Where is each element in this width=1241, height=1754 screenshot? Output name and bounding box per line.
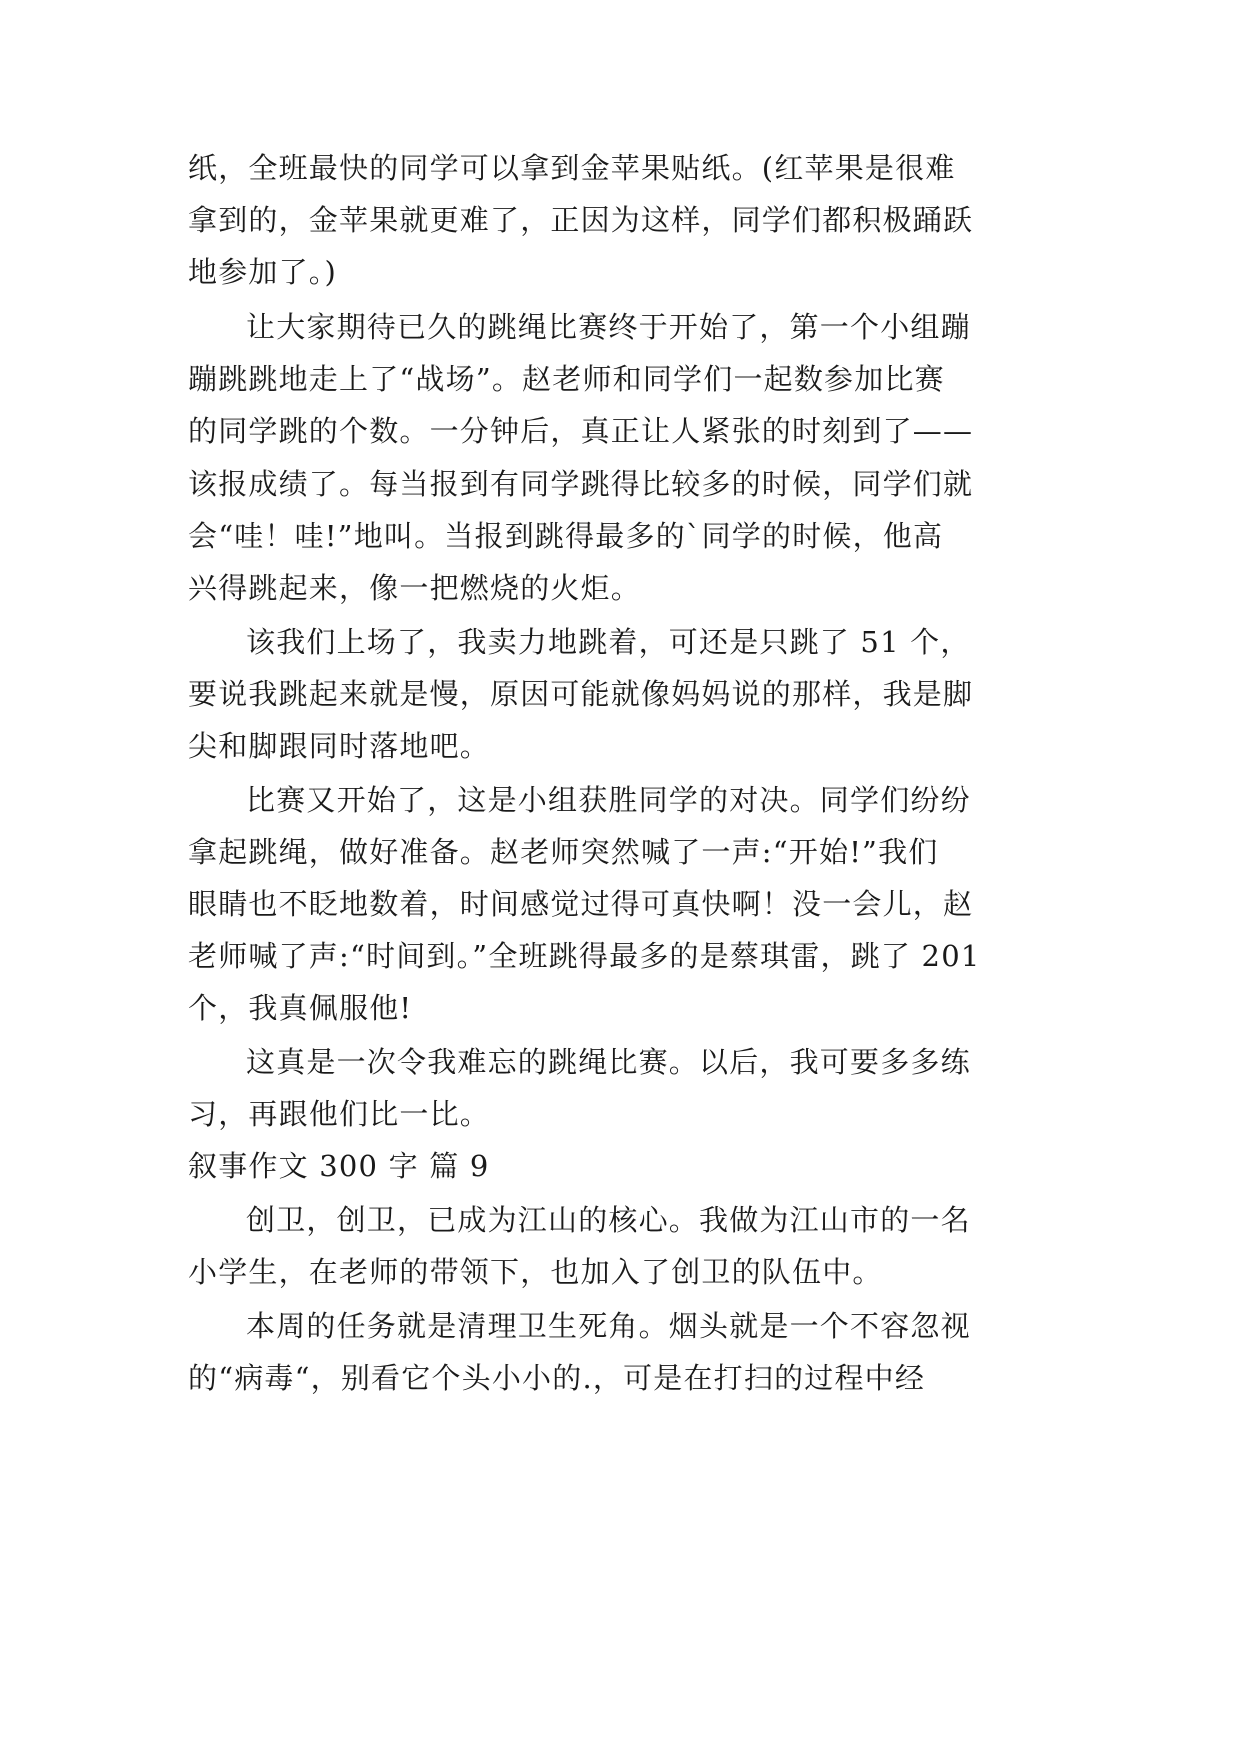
text-line: 的同学跳的个数。一分钟后，真正让人紧张的时刻到了—— xyxy=(188,414,974,448)
paragraph-first-line: 本周的任务就是清理卫生死角。烟头就是一个不容忽视 xyxy=(246,1309,971,1343)
text-line: 会“哇！哇!”地叫。当报到跳得最多的`同学的时候，他高 xyxy=(188,519,944,553)
text-line: 老师喊了声:“时间到。”全班跳得最多的是蔡琪雷，跳了 201 xyxy=(188,939,981,973)
text-line: 拿起跳绳，做好准备。赵老师突然喊了一声:“开始!”我们 xyxy=(188,835,939,869)
text-line: 该报成绩了。每当报到有同学跳得比较多的时候，同学们就 xyxy=(188,467,974,501)
text-line: 的“病毒“，别看它个头小小的.，可是在打扫的过程中经 xyxy=(188,1361,926,1395)
text-line: 尖和脚跟同时落地吧。 xyxy=(188,729,491,763)
text-line: 小学生，在老师的带领下，也加入了创卫的队伍中。 xyxy=(188,1255,883,1289)
text-line: 要说我跳起来就是慢，原因可能就像妈妈说的那样，我是脚 xyxy=(188,677,974,711)
text-line: 蹦跳跳地走上了“战场”。赵老师和同学们一起数参加比赛 xyxy=(188,362,945,396)
paragraph-first-line: 该我们上场了，我卖力地跳着，可还是只跳了 51 个， xyxy=(246,625,971,659)
paragraph-first-line: 比赛又开始了，这是小组获胜同学的对决。同学们纷纷 xyxy=(246,783,971,817)
text-line: 个，我真佩服他! xyxy=(188,991,413,1025)
text-line: 兴得跳起来，像一把燃烧的火炬。 xyxy=(188,571,642,605)
text-line: 习，再跟他们比一比。 xyxy=(188,1097,491,1131)
paragraph-first-line: 让大家期待已久的跳绳比赛终于开始了，第一个小组蹦 xyxy=(246,310,971,344)
text-line: 纸，全班最快的同学可以拿到金苹果贴纸。(红苹果是很难 xyxy=(188,151,956,185)
text-line: 地参加了。) xyxy=(188,255,338,289)
paragraph-first-line: 创卫，创卫，已成为江山的核心。我做为江山市的一名 xyxy=(246,1203,971,1237)
paragraph-first-line: 这真是一次令我难忘的跳绳比赛。以后，我可要多多练 xyxy=(246,1045,971,1079)
section-heading: 叙事作文 300 字 篇 9 xyxy=(188,1149,490,1183)
text-line: 眼睛也不眨地数着，时间感觉过得可真快啊！没一会儿，赵 xyxy=(188,887,974,921)
text-line: 拿到的，金苹果就更难了，正因为这样，同学们都积极踊跃 xyxy=(188,203,974,237)
